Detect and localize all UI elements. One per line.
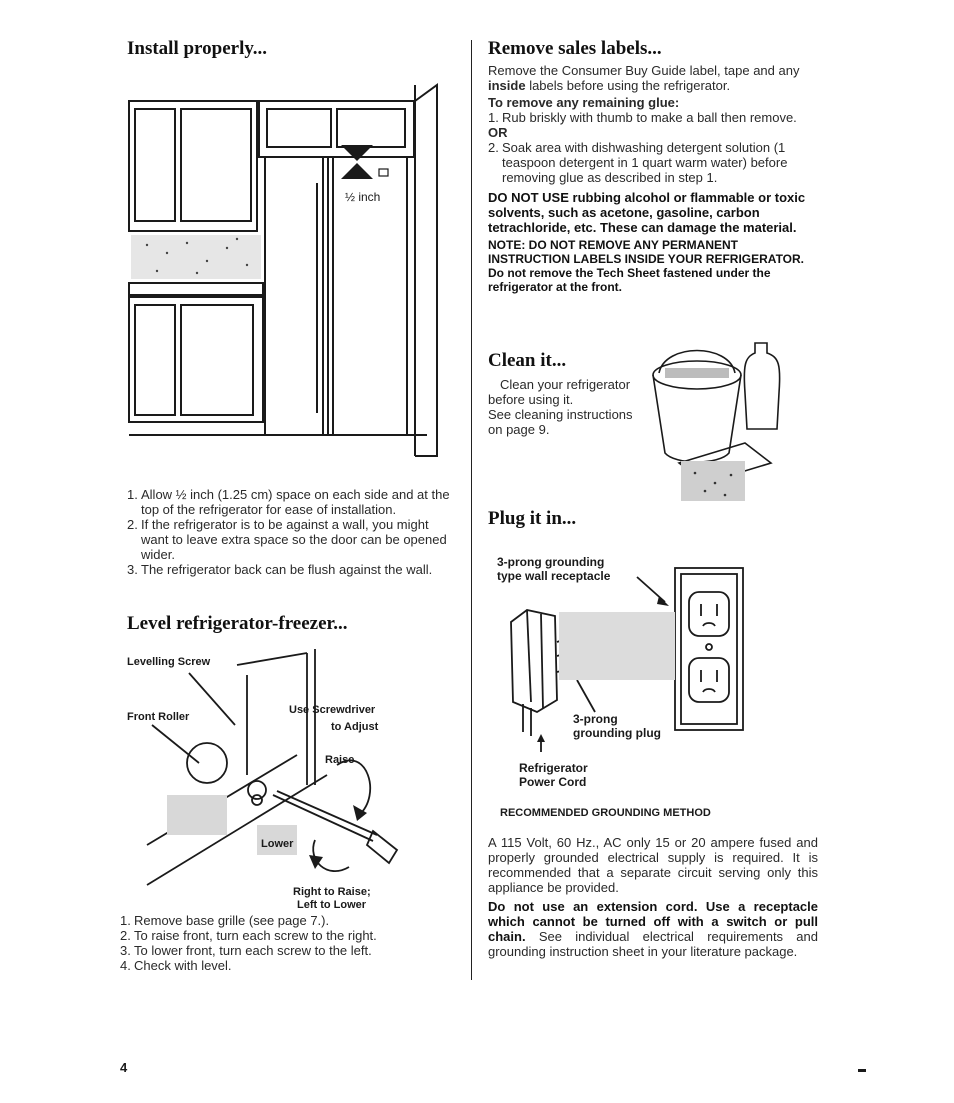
level-heading: Level refrigerator-freezer... xyxy=(127,613,348,634)
level-item: 1. Remove base grille (see page 7.). xyxy=(120,913,330,928)
plug-heading: Plug it in... xyxy=(488,508,577,529)
permanent-labels-note: NOTE: DO NOT REMOVE ANY PERMANENT INSTRUCTION LABELS INSIDE YOUR REFRIGERATOR. xyxy=(488,238,805,266)
plug-label-line2: grounding plug xyxy=(573,726,661,740)
use-screwdriver-label: Use Screwdriver xyxy=(289,704,376,716)
levelling-illustration xyxy=(127,645,427,913)
electrical-requirements xyxy=(488,835,818,959)
column-divider xyxy=(471,40,472,980)
to-adjust-label: to Adjust xyxy=(331,721,379,733)
glue-step: 1. Rub briskly with thumb to make a ball then remove. xyxy=(488,110,797,125)
page-number: 4 xyxy=(120,1060,128,1075)
remove-heading: Remove sales labels... xyxy=(488,38,662,59)
front-roller-label: Front Roller xyxy=(127,711,190,723)
level-list xyxy=(120,913,450,973)
level-item: 3. To lower front, turn each screw to the left. xyxy=(120,943,372,958)
electrical-para1: A 115 Volt, 60 Hz., AC only 15 or 20 ampere fused and properly grounded electrical supply is required. It is recommended that a separate circuit serving only this appliance be provided. xyxy=(488,835,818,895)
or-label: OR xyxy=(488,125,508,140)
grounding-method-caption: RECOMMENDED GROUNDING METHOD xyxy=(500,807,711,819)
levelling-screw-label: Levelling Screw xyxy=(127,656,211,668)
install-list xyxy=(127,487,457,577)
plug-label-line1: 3-prong xyxy=(573,712,618,726)
tech-sheet-note: Do not remove the Tech Sheet fastened under the refrigerator at the front. xyxy=(488,266,771,294)
half-inch-label: ½ inch xyxy=(345,190,381,204)
right-to-raise-label: Right to Raise; xyxy=(293,886,371,898)
clean-text: Clean your refrigerator before using it. See cleaning instructions on page 9. xyxy=(488,377,633,437)
install-heading: Install properly... xyxy=(127,38,268,59)
lower-label: Lower xyxy=(261,838,294,850)
remove-section xyxy=(488,63,818,294)
page-mark xyxy=(858,1069,866,1072)
install-item: 2. If the refrigerator is to be against a wall, you might want to leave extra space so the door can be opened wider. xyxy=(127,517,447,562)
cord-label-line2: Power Cord xyxy=(519,775,587,789)
solvent-warning: DO NOT USE rubbing alcohol or flammable or toxic solvents, such as acetone, gasoline, carbon tetrachloride, etc. These can damage the material. xyxy=(488,190,806,235)
glue-heading: To remove any remaining glue: xyxy=(488,95,680,110)
installation-illustration xyxy=(127,83,447,458)
install-item: 3. The refrigerator back can be flush against the wall. xyxy=(127,562,433,577)
glue-step: 2. Soak area with dishwashing detergent solution (1 teaspoon detergent in 1 quart warm water) before removing glue as described in step 1. xyxy=(488,140,788,185)
cleaning-supplies-illustration xyxy=(645,333,790,513)
grounding-plug-illustration xyxy=(497,552,752,792)
receptacle-label-line2: type wall receptacle xyxy=(497,569,611,583)
level-item: 2. To raise front, turn each screw to the right. xyxy=(120,928,377,943)
clean-heading: Clean it... xyxy=(488,350,567,371)
level-item: 4. Check with level. xyxy=(120,958,232,973)
raise-label: Raise xyxy=(325,754,355,766)
cord-label-line1: Refrigerator xyxy=(519,761,588,775)
left-to-lower-label: Left to Lower xyxy=(297,899,367,911)
electrical-para2: Do not use an extension cord. Use a receptacle which cannot be turned off with a switch or pull chain. See individual electrical requirements and grounding instruction sheet in your literature package. xyxy=(488,899,818,959)
install-item: 1. Allow ½ inch (1.25 cm) space on each side and at the top of the refrigerator for ease of installation. xyxy=(127,487,450,517)
remove-intro: Remove the Consumer Buy Guide label, tape and any inside labels before using the refrigerator. xyxy=(488,63,800,93)
receptacle-label-line1: 3-prong grounding xyxy=(497,555,605,569)
